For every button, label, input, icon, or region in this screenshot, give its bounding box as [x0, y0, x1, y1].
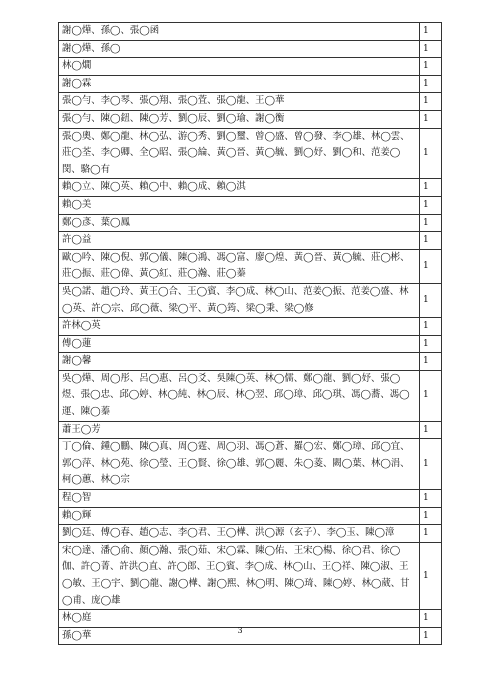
names-cell: 謝◯霖 — [59, 75, 420, 93]
table-row — [59, 610, 442, 628]
count-cell: 1 — [420, 370, 442, 421]
table-row — [59, 58, 442, 76]
names-cell: 林◯庭 — [59, 610, 420, 628]
table-row — [59, 23, 442, 41]
table-row — [59, 179, 442, 197]
count-cell: 1 — [420, 23, 442, 41]
count-cell: 1 — [420, 335, 442, 353]
table-row — [59, 335, 442, 353]
table-row — [59, 196, 442, 214]
table-row — [59, 214, 442, 232]
names-cell: 吳◯燁、周◯彤、呂◯惠、呂◯爻、吳陳◯英、林◯儒、鄭◯龍、劉◯妤、張◯煜、張◯忠、邱◯婷、林◯純、林◯辰、林◯翌、邱◯璋、邱◯琪、馮◯蕎、馮◯運、陳◯蓁 — [59, 370, 420, 421]
table-row — [59, 421, 442, 439]
names-cell: 傅◯蓮 — [59, 335, 420, 353]
names-cell: 歐◯吟、陳◯倪、郭◯儀、陳◯鴻、馮◯富、廖◯煌、黃◯晉、黃◯毓、莊◯彬、莊◯振、莊◯偉、黃◯紅、莊◯瀚、莊◯蓁 — [59, 249, 420, 283]
names-cell: 鄭◯彥、葉◯鳳 — [59, 214, 420, 232]
names-cell: 謝◯燁、孫◯、張◯函 — [59, 23, 420, 41]
names-table — [58, 22, 442, 645]
count-cell: 1 — [420, 75, 442, 93]
count-cell: 1 — [420, 318, 442, 336]
names-cell: 吳◯諾、趙◯玲、黃王◯合、王◯賓、李◯成、林◯山、范姜◯振、范姜◯盛、林◯英、許◯宗、邱◯薇、梁◯平、黃◯筠、梁◯秉、梁◯修 — [59, 283, 420, 317]
count-cell: 1 — [420, 110, 442, 128]
table-row — [59, 507, 442, 525]
count-cell: 1 — [420, 196, 442, 214]
count-cell: 1 — [420, 179, 442, 197]
names-cell: 謝◯燁、孫◯ — [59, 40, 420, 58]
count-cell: 1 — [420, 627, 442, 645]
names-cell: 許◯益 — [59, 232, 420, 250]
count-cell: 1 — [420, 128, 442, 179]
names-cell: 程◯智 — [59, 490, 420, 508]
table-row — [59, 249, 442, 283]
names-cell: 孫◯華 — [59, 627, 420, 645]
count-cell: 1 — [420, 353, 442, 371]
names-cell: 賴◯美 — [59, 196, 420, 214]
table-row — [59, 110, 442, 128]
names-cell: 賴◯立、陳◯英、賴◯中、賴◯成、賴◯淇 — [59, 179, 420, 197]
count-cell: 1 — [420, 283, 442, 317]
names-cell: 許林◯英 — [59, 318, 420, 336]
names-cell: 謝◯馨 — [59, 353, 420, 371]
table-row — [59, 128, 442, 179]
count-cell: 1 — [420, 439, 442, 490]
table-row — [59, 353, 442, 371]
names-cell: 張◯勻、陳◯鈕、陳◯芳、劉◯辰、劉◯瑜、謝◯衡 — [59, 110, 420, 128]
count-cell: 1 — [420, 232, 442, 250]
names-cell: 宋◯達、潘◯俞、顏◯瀚、張◯茹、宋◯霖、陳◯佑、王宋◯楊、徐◯君、徐◯伽、許◯菁、許洪◯直、許◯郎、王◯賓、李◯成、林◯山、王◯祥、陳◯淑、王◯敏、王◯宇、劉◯龍、謝◯樺、謝◯熙、林◯明、陳◯琦、陳◯婷、林◯葳、甘◯甫、庞◯雄 — [59, 542, 420, 609]
count-cell: 1 — [420, 542, 442, 609]
names-table-body — [59, 23, 442, 645]
names-cell: 丁◯倫、鍾◯鵬、陳◯真、周◯霆、周◯羽、馮◯蒼、羅◯宏、鄭◯璋、邱◯宜、郭◯萍、林◯苑、徐◯瑩、王◯賢、徐◯雄、郭◯麗、朱◯菱、闕◯葉、林◯涓、柯◯蕙、林◯宗 — [59, 439, 420, 490]
names-cell: 張◯勻、李◯琴、張◯翔、張◯萓、張◯龍、王◯華 — [59, 93, 420, 111]
names-cell: 張◯奧、鄭◯龍、林◯弘、游◯秀、劉◯璽、曾◯盛、曾◯發、李◯雄、林◯雲、莊◯荃、李◯卿、全◯昭、張◯綸、黃◯晉、黃◯毓、劉◯妤、劉◯和、范姜◯閔、駱◯有 — [59, 128, 420, 179]
count-cell: 1 — [420, 507, 442, 525]
count-cell: 1 — [420, 490, 442, 508]
count-cell: 1 — [420, 610, 442, 628]
table-row — [59, 542, 442, 609]
count-cell: 1 — [420, 421, 442, 439]
page-number: 3 — [237, 626, 243, 635]
table-row — [59, 525, 442, 543]
count-cell: 1 — [420, 58, 442, 76]
table-row — [59, 490, 442, 508]
names-cell: 賴◯輝 — [59, 507, 420, 525]
table-row — [59, 75, 442, 93]
table-row — [59, 40, 442, 58]
table-row — [59, 232, 442, 250]
count-cell: 1 — [420, 93, 442, 111]
table-row — [59, 283, 442, 317]
table-row — [59, 439, 442, 490]
names-cell: 林◯燗 — [59, 58, 420, 76]
names-cell: 劉◯廷、傅◯春、趙◯志、李◯君、王◯樺、洪◯源（玄子）、李◯玉、陳◯漳 — [59, 525, 420, 543]
table-row — [59, 93, 442, 111]
count-cell: 1 — [420, 525, 442, 543]
count-cell: 1 — [420, 40, 442, 58]
count-cell: 1 — [420, 214, 442, 232]
table-row — [59, 318, 442, 336]
table-row — [59, 370, 442, 421]
count-cell: 1 — [420, 249, 442, 283]
names-cell: 蕭王◯芳 — [59, 421, 420, 439]
